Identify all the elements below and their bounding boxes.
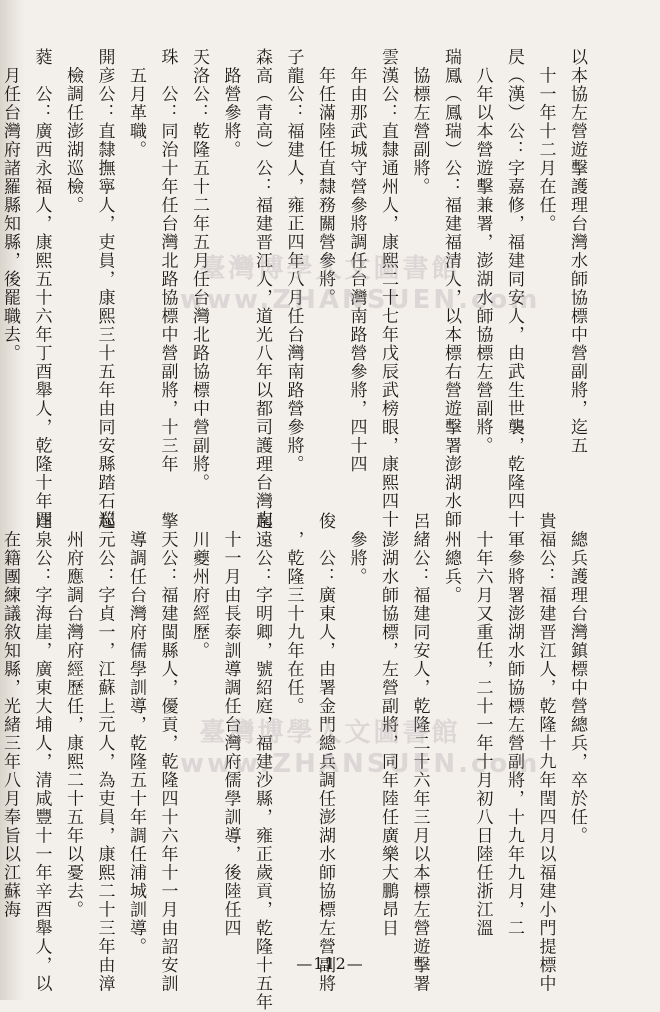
watermark	[180, 248, 541, 315]
text-column: 呂緒公：福建同安人，乾隆二十六年三月以本標左營遊擊署	[409, 512, 430, 993]
text-column: 十一月由長泰訓導調任台灣府儒學訓導，後陸任四	[220, 512, 241, 938]
text-column: 擎天公：福建閩縣人，優貢，乾隆四十六年十一月由詔安訓	[157, 512, 178, 993]
text-column: ，乾隆三十九年在任。	[283, 512, 304, 716]
text-column: 年由那武城守營參將調任台灣南路營參將，四十四	[346, 48, 367, 474]
text-column: 州府應調台灣府經歷任，康熙二十五年以憂去。	[63, 512, 83, 919]
watermark-text: 臺灣博學人文圖書館	[199, 254, 461, 284]
text-column: 總兵護理台灣鎮標中營總兵，卒於任。	[567, 512, 587, 845]
text-column: 十年六月又重任，二十一年十月初八日陸任浙江溫	[472, 512, 493, 938]
text-column: 州總兵。	[441, 512, 461, 605]
text-column: 在籍團練議敘知縣，光緒三年八月奉旨以江蘇海	[0, 512, 20, 919]
watermark-text: 臺灣博學人文圖書館	[199, 718, 461, 748]
text-column: 子龍公：福建人，雍正四年八月任台灣南路營參將。	[283, 48, 304, 474]
text-column: 起元公：字貞一，江蘇上元人，為吏員，康熙二十三年由漳	[94, 512, 115, 993]
watermark	[180, 712, 541, 779]
text-column: 導調任台灣府儒學訓導，乾隆五十年調任浦城訓導。	[126, 512, 146, 956]
text-column: 貴福公：福建晋江人，乾隆十九年閏四月以福建小門提標中	[535, 512, 556, 993]
text-column: 十一年十二月在任。	[535, 48, 556, 233]
text-column: 澎湖水師協標，左營副將，同年陸任廣樂大鵬昂日	[378, 512, 398, 938]
text-column: 參將。	[346, 512, 367, 586]
text-column: 雲漢公：直隸通州人，康熙二十七年戊辰武榜眼，康熙四十	[378, 48, 398, 529]
text-column: 月任台灣府諸羅縣知縣，後罷職去。	[0, 48, 20, 363]
text-column: 路營參將。	[220, 48, 241, 159]
text-column: 八年以本營遊擊兼署，澎湖水師協標左營副將。	[472, 48, 493, 455]
watermark-url: www.ZHANSUEN.com	[180, 285, 541, 315]
watermark-url: www.ZHANSUEN.com	[180, 749, 541, 779]
text-column: 起遠公：字明卿，號紹庭，福建沙縣，雍正歲貢，乾隆十五年	[252, 512, 272, 1012]
text-column: 瑞鳳（鳳瑞）公：福建福清人，以本標右營遊擊署澎湖水師	[441, 48, 461, 529]
text-column: 達泉公：字海崖，廣東大埔人，清咸豐十一年辛酉舉人，以	[31, 512, 52, 993]
text-column: 昃（漢）公：字嘉修，福建同安人，由武生世襲，乾隆四十	[504, 48, 524, 529]
page-number: —112—	[296, 954, 364, 973]
text-column: 森高（青高）公：福建晋江人，道光八年以都司護理台灣南	[252, 48, 272, 529]
text-column: 五月革職。	[126, 48, 146, 159]
text-column: 以本協左營遊擊護理台灣水師協標中營副將，迄五	[567, 48, 587, 455]
text-column: 蕤 公：廣西永福人，康熙五十六年丁酉舉人，乾隆十年四	[31, 48, 52, 529]
text-column: 俊 公：廣東人，由署金門總兵調任澎湖水師協標左營副將	[315, 512, 335, 993]
text-column: 川夔州府經歷。	[189, 512, 209, 660]
text-column: 開彦公：直隸撫寧人，吏員，康熙三十五年由同安縣踏石巡	[94, 48, 115, 529]
text-column: 軍參將署澎湖水師協標左營副將，十九年九月，二	[504, 512, 524, 938]
text-column: 天洛公：乾隆五十二年五月任台灣北路協標中營副將。	[189, 48, 209, 492]
text-column: 檢調任澎湖巡檢。	[63, 48, 83, 215]
text-column: 珠 公：同治十年任台灣北路協標中營副將，十三年	[157, 48, 178, 474]
text-column: 協標左營副將。	[409, 48, 430, 196]
text-column: 年任滿陸任直隸務關營參將。	[315, 48, 335, 307]
